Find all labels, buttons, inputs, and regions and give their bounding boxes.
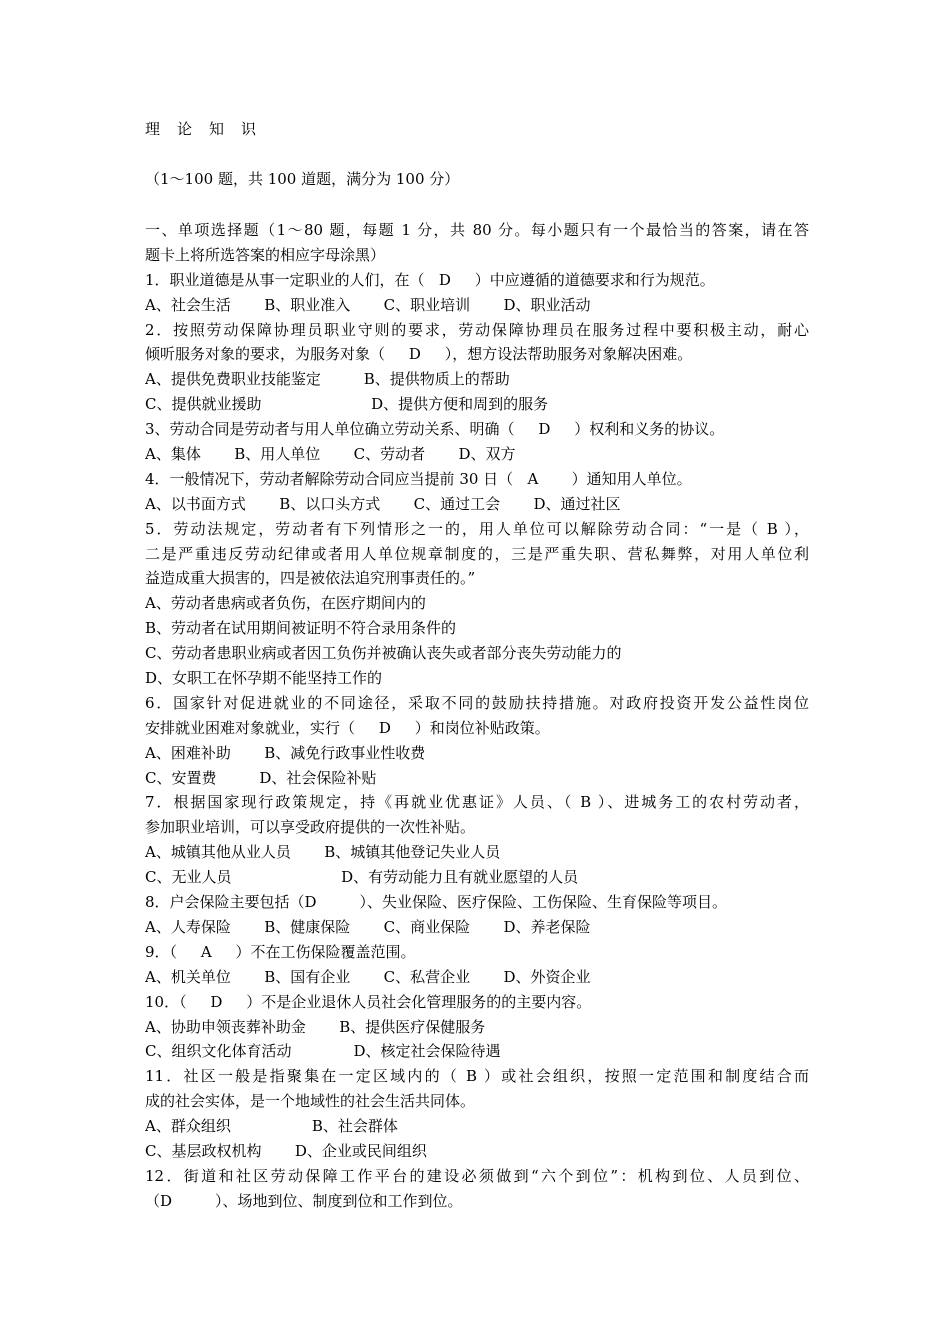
text-line: A、社会生活 B、职业准入 C、职业培训 D、职业活动 [145,295,591,314]
text-line: 1．职业道德是从事一定职业的人们，在（ D ）中应遵循的道德要求和行为规范。 [145,270,715,289]
text-line: A、群众组织 B、社会群体 [145,1117,398,1136]
text-line: A、机关单位 B、国有企业 C、私营企业 D、外资企业 [145,967,591,986]
text-line: 3、劳动合同是劳动者与用人单位确立劳动关系、明确（ D ）权利和义务的协议。 [145,420,725,439]
text-line: 4．一般情况下，劳动者解除劳动合同应当提前 30 日（ A ）通知用人单位。 [145,469,692,488]
text-line: 5．劳动法规定，劳动者有下列情形之一的，用人单位可以解除劳动合同：“一是（ B ）， [145,519,809,538]
text-line: A、以书面方式 B、以口头方式 C、通过工会 D、通过社区 [145,494,621,513]
text-line: A、困难补助 B、减免行政事业性收费 [145,743,426,762]
text-line: 9．（ A ）不在工伤保险覆盖范围。 [145,942,416,961]
text-line: A、协助申领丧葬补助金 B、提供医疗保健服务 [145,1017,486,1036]
text-line: C、提供就业援助 D、提供方便和周到的服务 [145,395,549,414]
text-line: 益造成重大损害的，四是被依法追究刑事责任的。” [145,569,476,588]
text-line: C、组织文化体育活动 D、核定社会保险待遇 [145,1042,501,1061]
text-line: 11．社区一般是指聚集在一定区域内的（ B ）或社会组织，按照一定范围和制度结合而 [145,1067,809,1086]
text-line: 成的社会实体，是一个地域性的社会生活共同体。 [145,1092,476,1111]
document-title: 理论知识 [145,120,274,138]
text-line: C、安置费 D、社会保险补贴 [145,768,377,787]
text-line: 10．（ D ）不是企业退休人员社会化管理服务的的主要内容。 [145,992,592,1011]
question-list [145,218,809,1214]
text-line: 题卡上将所选答案的相应字母涂黑） [145,245,386,264]
text-line: C、无业人员 D、有劳动能力且有就业愿望的人员 [145,868,579,887]
text-line: （D ）、场地到位、制度到位和工作到位。 [145,1191,463,1210]
text-line: A、人寿保险 B、健康保险 C、商业保险 D、养老保险 [145,917,591,936]
text-line: A、劳动者患病或者负伤，在医疗期间内的 [145,594,426,613]
text-line: C、劳动者患职业病或者因工负伤并被确认丧失或者部分丧失劳动能力的 [145,644,622,663]
text-line: 2．按照劳动保障协理员职业守则的要求，劳动保障协理员在服务过程中要积极主动，耐心 [145,320,809,339]
text-line: A、城镇其他从业人员 B、城镇其他登记失业人员 [145,843,501,862]
text-line: 12．街道和社区劳动保障工作平台的建设必须做到“六个到位”：机构到位、人员到位、 [145,1166,809,1185]
text-line: D、女职工在怀孕期不能坚持工作的 [145,669,383,688]
text-line: 7．根据国家现行政策规定，持《再就业优惠证》人员、（ B ）、进城务工的农村劳动者， [145,793,809,812]
text-line: B、劳动者在试用期间被证明不符合录用条件的 [145,619,457,638]
text-line: 参加职业培训，可以享受政府提供的一次性补贴。 [145,818,476,837]
text-line: 倾听服务对象的要求，为服务对象（ D ），想方设法帮助服务对象解决困难。 [145,345,693,364]
text-line: 8．户会保险主要包括（D ）、失业保险、医疗保险、工伤保险、生育保险等项目。 [145,893,727,912]
text-line: A、提供免费职业技能鉴定 B、提供物质上的帮助 [145,370,510,389]
text-line: C、基层政权机构 D、企业或民间组织 [145,1141,427,1160]
text-line: A、集体 B、用人单位 C、劳动者 D、双方 [145,445,516,464]
text-line: 二是严重违反劳动纪律或者用人单位规章制度的，三是严重失职、营私舞弊，对用人单位利 [145,544,809,563]
text-line: 安排就业困难对象就业，实行（ D ）和岗位补贴政策。 [145,718,550,737]
text-line: 6．国家针对促进就业的不同途径，采取不同的鼓励扶持措施。对政府投资开发公益性岗位 [145,693,809,712]
text-line: 一、单项选择题（1～80 题，每题 1 分，共 80 分。每小题只有一个最恰当的答案，请在答 [145,221,809,239]
exam-scope-note: （1～100 题，共 100 道题，满分为 100 分） [145,170,460,188]
